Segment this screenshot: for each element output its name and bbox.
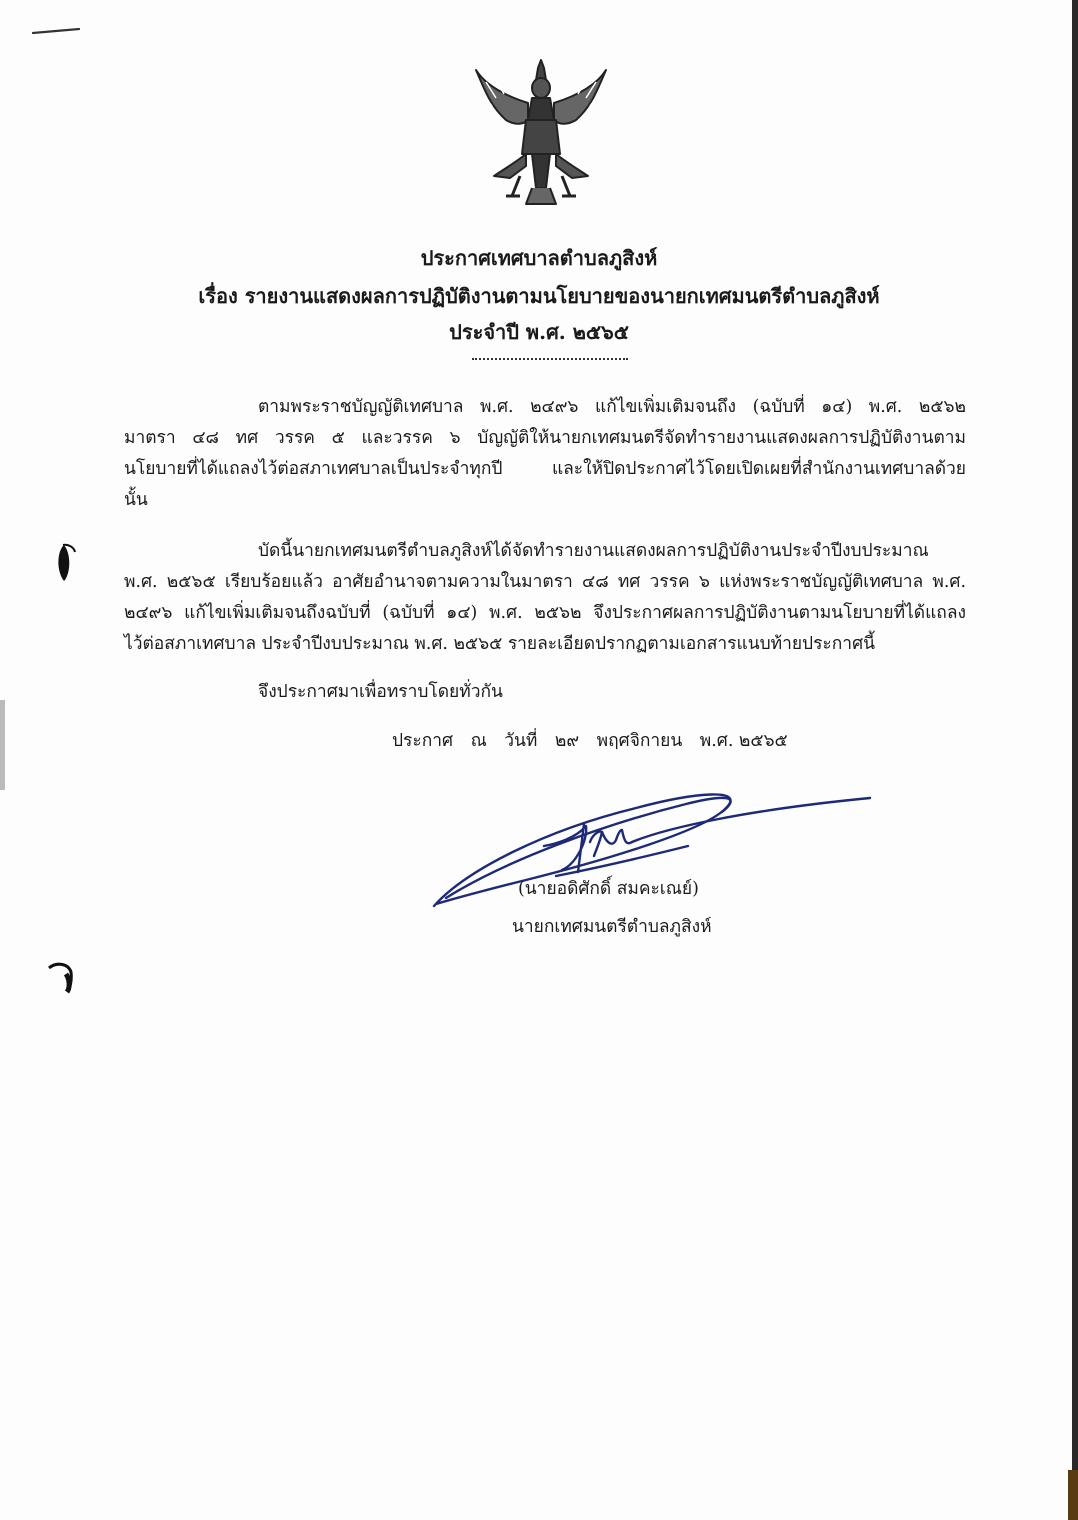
date-at: ณ (470, 731, 487, 751)
announcement-date (392, 726, 800, 754)
issuer-heading: ประกาศเทศบาลตำบลภูสิงห์ (420, 246, 658, 270)
date-prefix: ประกาศ (392, 731, 454, 751)
date-day-label: วันที่ (504, 731, 538, 751)
paragraph-line: ๒๔๙๖ แก้ไขเพิ่มเติมจนถึงฉบับที่ (ฉบับที่ ๑๔) พ.ศ. ๒๕๖๒ จึงประกาศผลการปฏิบัติงานตามนโยบายที่ได้แถลง (124, 603, 966, 623)
paragraph-line: นโยบายที่ได้แถลงไว้ต่อสภาเทศบาลเป็นประจำทุกปี และให้ปิดประกาศไว้โดยเปิดเผยที่สำนักงานเทศบาลด้วย (124, 459, 966, 479)
date-day: ๒๙ (554, 731, 580, 751)
date-year: พ.ศ. ๒๕๖๕ (699, 731, 788, 751)
signatory-name: (นายอดิศักดิ์ สมคะเณย์) (518, 879, 699, 899)
paragraph-line: นั้น (124, 490, 148, 510)
paragraph-line: มาตรา ๔๘ ทศ วรรค ๕ และวรรค ๖ บัญญัติให้นายกเทศมนตรีจัดทำรายงานแสดงผลการปฏิบัติงานตาม (124, 428, 966, 448)
paragraph-line: ไว้ต่อสภาเทศบาล ประจำปีงบประมาณ พ.ศ. ๒๕๖๕ รายละเอียดปรากฏตามเอกสารแนบท้ายประกาศนี้ (124, 634, 875, 654)
year-heading: ประจำปี พ.ศ. ๒๕๖๕ (449, 320, 629, 344)
scan-edge-right (1072, 0, 1078, 1520)
pen-stroke-mark (32, 28, 80, 34)
separator-line (472, 358, 628, 360)
paragraph-line: พ.ศ. ๒๕๖๕ เรียบร้อยแล้ว อาศัยอำนาจตามความในมาตรา ๔๘ ทศ วรรค ๖ แห่งพระราชบัญญัติเทศบาล พ.ศ. (124, 572, 966, 592)
scan-edge-left (0, 700, 5, 790)
signatory-title: นายกเทศมนตรีตำบลภูสิงห์ (512, 917, 712, 937)
date-month: พฤศจิกายน (596, 731, 683, 751)
subject-heading: เรื่อง รายงานแสดงผลการปฏิบัติงานตามนโยบายของนายกเทศมนตรีตำบลภูสิงห์ (198, 284, 880, 308)
scan-edge-corner (1068, 1470, 1078, 1520)
punch-hole-icon (54, 543, 78, 583)
paragraph-line: ตามพระราชบัญญัติเทศบาล พ.ศ. ๒๔๙๖ แก้ไขเพิ่มเติมจนถึง (ฉบับที่ ๑๔) พ.ศ. ๒๕๖๒ (258, 397, 966, 417)
garuda-emblem-icon (466, 58, 616, 208)
paragraph-report (124, 536, 966, 660)
punch-hole-icon (46, 960, 74, 994)
closing-statement: จึงประกาศมาเพื่อทราบโดยทั่วกัน (258, 682, 503, 702)
paragraph-authority (124, 392, 966, 516)
paragraph-line: บัดนี้นายกเทศมนตรีตำบลภูสิงห์ได้จัดทำรายงานแสดงผลการปฏิบัติงานประจำปีงบประมาณ (258, 541, 929, 561)
